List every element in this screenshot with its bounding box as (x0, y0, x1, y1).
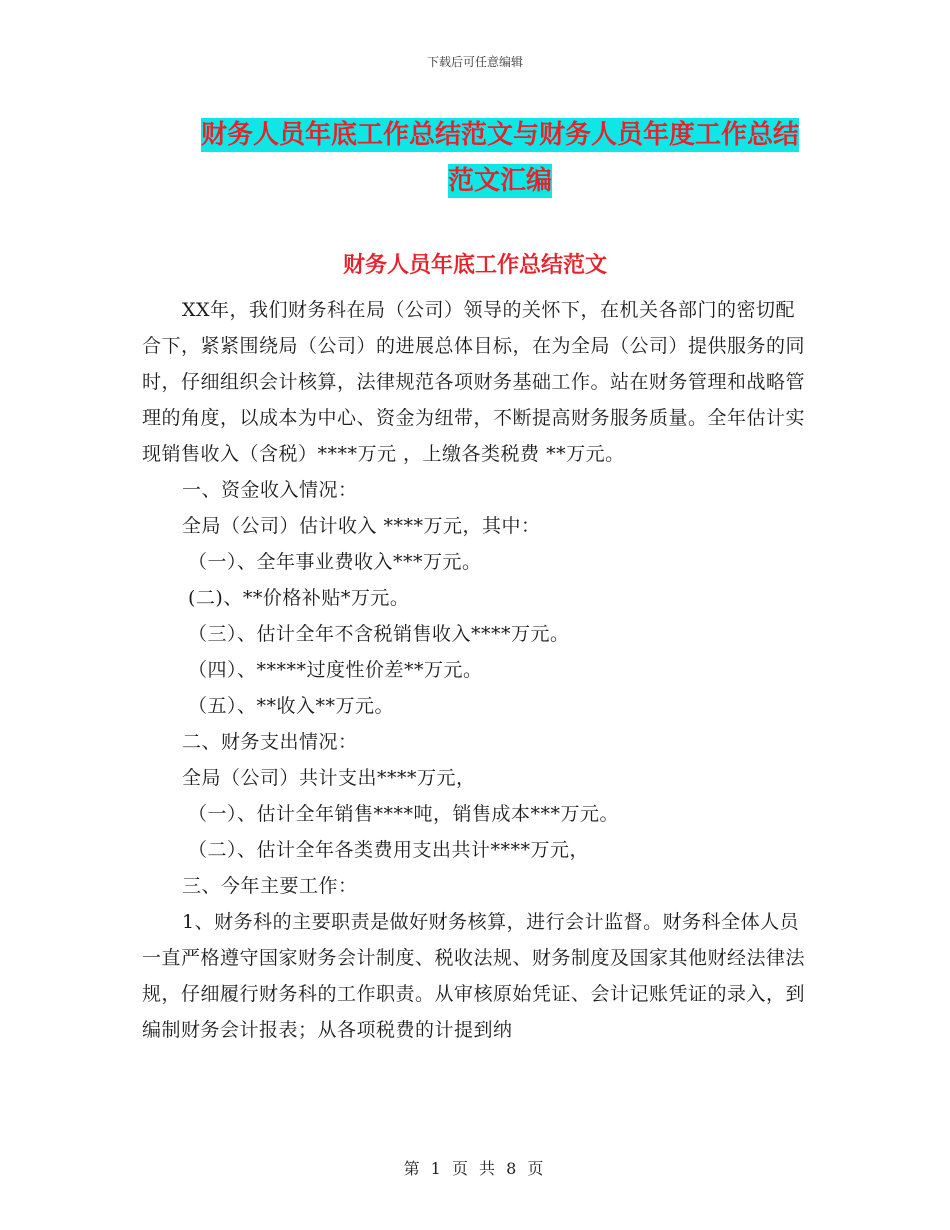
heading-main-work: 三、今年主要工作： (182, 875, 358, 897)
intro-paragraph: XX年，我们财务科在局（公司）领导的关怀下，在机关各部门的密切配合下，紧紧围绕局（公司）的进展总体目标，在为全局（公司）提供服务的同时，仔细组织会计核算，法律规范各项财务基础工作。站在财务管理和战略管理的角度，以成本为中心、资金为纽带，不断提高财务服务质量。全年估计实现销售收入（含税）****万元 ，上缴各类税费 **万元。 (142, 299, 806, 465)
section-title: 财务人员年底工作总结范文 (342, 253, 607, 278)
header-note: 下载后可任意编辑 (426, 55, 523, 69)
main-work-paragraph: 1、财务科的主要职责是做好财务核算，进行会计监督。财务科全体人员一直严格遵守国家财务会计制度、税收法规、财务制度及国家其他财经法律法规，仔细履行财务科的工作职责。从审核原始凭证、会计记账凭证的录入，到编制财务会计报表；从各项税费的计提到纳 (142, 911, 806, 1041)
heading-income: 一、资金收入情况： (182, 479, 358, 501)
document-title (150, 112, 850, 204)
document-body (142, 292, 808, 1048)
income-item-4: （四）、*****过度性价差**万元。 (188, 659, 483, 681)
income-total: 全局（公司）估计收入 ****万元，其中： (182, 515, 541, 537)
title-line-1: 财务人员年底工作总结范文与财务人员年度工作总结 (200, 120, 799, 150)
page-footer: 第 1 页 共 8 页 (403, 1159, 547, 1178)
title-line-2: 范文汇编 (447, 166, 552, 196)
income-item-5: （五）、**收入**万元。 (188, 695, 395, 717)
expense-item-2: （二）、估计全年各类费用支出共计****万元， (188, 839, 590, 861)
income-item-3: （三）、估计全年不含税销售收入****万元。 (188, 623, 570, 645)
income-item-1: （一）、全年事业费收入***万元。 (188, 551, 482, 573)
income-item-2: (二)、**价格补贴*万元。 (188, 587, 410, 609)
expense-total: 全局（公司）共计支出****万元， (182, 767, 476, 789)
heading-expense: 二、财务支出情况： (182, 731, 358, 753)
expense-item-1: （一）、估计全年销售****吨，销售成本***万元。 (188, 803, 620, 825)
